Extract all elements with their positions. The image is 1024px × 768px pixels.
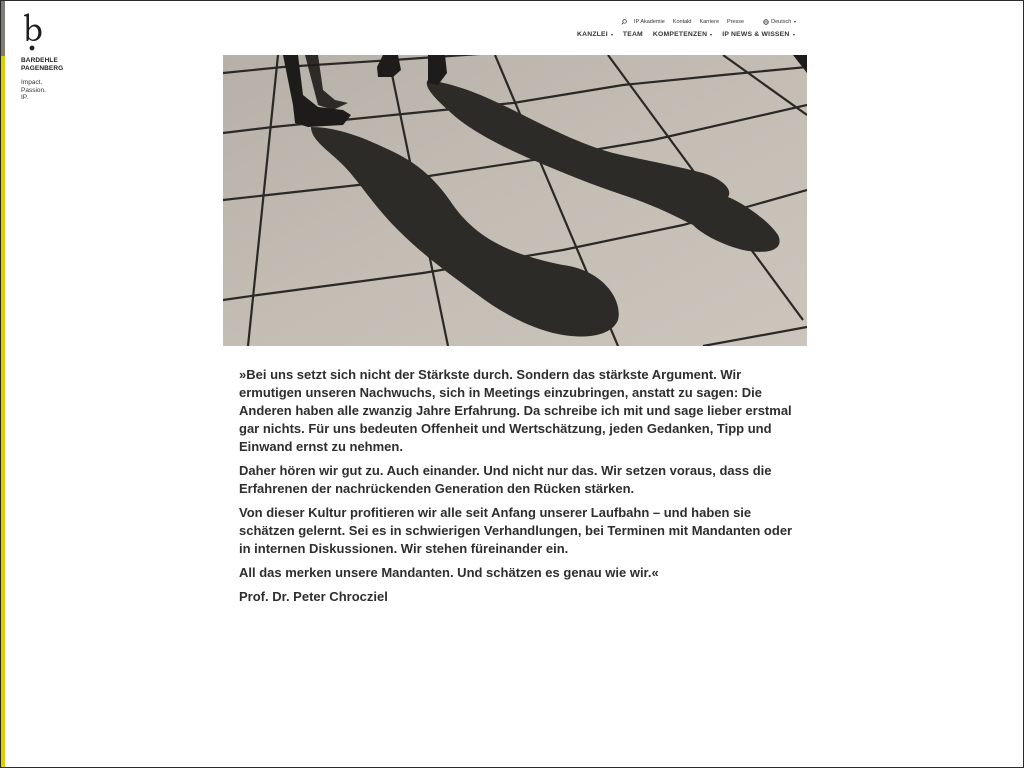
nav-item-kompetenzen[interactable] bbox=[653, 31, 712, 38]
logo-icon bbox=[21, 13, 43, 51]
nav-item-label: KOMPETENZEN bbox=[652, 31, 708, 38]
utility-nav bbox=[621, 17, 796, 27]
util-link-presse[interactable]: Presse bbox=[727, 19, 745, 25]
nav-item-label: TEAM bbox=[622, 31, 643, 38]
util-link-karriere[interactable]: Karriere bbox=[699, 19, 719, 25]
quote-paragraph: Daher hören wir gut zu. Auch einander. Und nicht nur das. Wir setzen voraus, dass die Erfahrenen der nachrückenden Generation den Rücken stärken. bbox=[239, 463, 772, 496]
chevron-down-icon bbox=[794, 21, 796, 23]
nav-item-ip-news[interactable] bbox=[722, 31, 794, 38]
brand-name-line2: PAGENBERG bbox=[21, 64, 64, 72]
util-link-ip-akademie[interactable]: IP Akademie bbox=[634, 19, 665, 25]
chevron-down-icon bbox=[611, 34, 613, 36]
util-link-kontakt[interactable]: Kontakt bbox=[672, 19, 692, 25]
main-nav bbox=[577, 31, 805, 38]
hero-image bbox=[223, 55, 807, 346]
brand-name-line1: BARDEHLE bbox=[21, 57, 58, 64]
chevron-down-icon bbox=[710, 34, 712, 36]
quote-author: Prof. Dr. Peter Chrocziel bbox=[239, 589, 388, 604]
quote-paragraph: Von dieser Kultur profitieren wir alle seit Anfang unserer Laufbahn – und haben sie schätzen gelernt. Sei es in schwierigen Verhandlungen, bei Terminen mit Mandanten oder in internen Diskussionen. Wir stehen füreinander ein. bbox=[239, 505, 793, 556]
nav-item-label: KANZLEI bbox=[577, 31, 608, 38]
language-selector[interactable] bbox=[763, 19, 796, 25]
nav-item-label: IP NEWS & WISSEN bbox=[722, 31, 790, 38]
tagline-line: Passion. bbox=[21, 86, 46, 94]
brand-name bbox=[21, 57, 91, 72]
quote-block bbox=[239, 366, 795, 612]
quote-paragraph: »Bei uns setzt sich nicht der Stärkste durch. Sondern das stärkste Argument. Wir ermutigen unseren Nachwuchs, sich in Meetings einzubringen, anstatt zu sagen: Die Anderen haben alle zwanzig Jahre Erfahrung. Da schreibe ich mit und sage lieber erstmal gar nichts. Für uns bedeuten Offenheit und Wertschätzung, jeden Gedanken, Tipp und Einwand ernst zu nehmen. bbox=[239, 367, 792, 454]
nav-item-kanzlei[interactable] bbox=[577, 31, 613, 38]
quote-paragraph: All das merken unsere Mandanten. Und schätzen es genau wie wir.« bbox=[239, 565, 659, 580]
search-icon[interactable] bbox=[621, 19, 627, 25]
language-label: Deutsch bbox=[771, 19, 792, 25]
tagline-line: Impact. bbox=[21, 79, 43, 86]
nav-item-team[interactable] bbox=[623, 31, 643, 38]
tagline-line: IP. bbox=[21, 94, 29, 101]
brand-block[interactable] bbox=[21, 13, 91, 102]
left-accent-bar bbox=[1, 1, 5, 768]
globe-icon bbox=[763, 19, 769, 25]
brand-tagline bbox=[21, 79, 91, 102]
left-accent-dark-segment bbox=[1, 1, 5, 56]
chevron-down-icon bbox=[793, 34, 795, 36]
